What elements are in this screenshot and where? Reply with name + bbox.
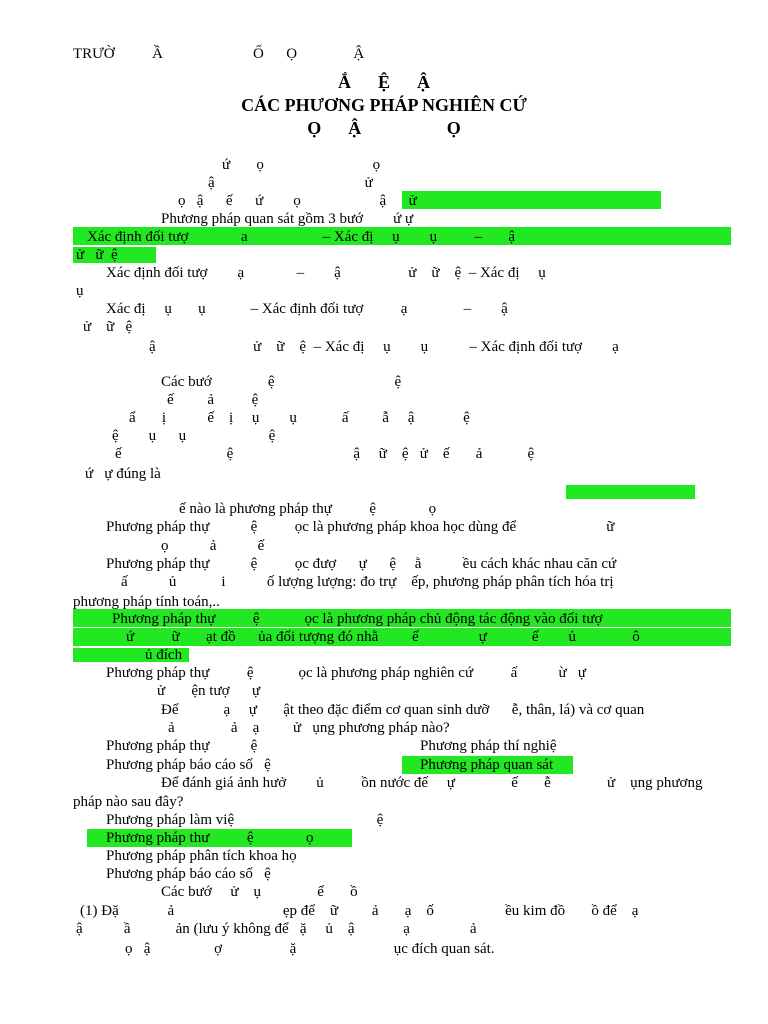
text-line: Để đánh giá ảnh hưở ủ ồn nước đế ự ế ễ ử ụng phương — [161, 775, 703, 791]
text-line: Xác đị ụ ụ – Xác định đối tượ ạ – ậ — [106, 301, 508, 317]
option-c: Phương pháp phân tích khoa họ — [106, 848, 297, 864]
text-line: ậ ầ ản (lưu ý không để ặ ủ ậ ạ ả — [76, 921, 477, 937]
option-c: Phương pháp báo cáo số ệ — [106, 757, 271, 773]
school-header: TRƯỜ Ầ Ố Ọ Ậ — [73, 46, 365, 62]
highlight-bar — [402, 191, 661, 209]
text-line: ử ữ ệ — [83, 319, 133, 335]
title-line-3: Ọ Ậ Ọ — [307, 118, 461, 138]
text-line: Để ạ ự ật theo đặc điểm cơ quan sinh dưỡ ễ, thân, lá) và cơ quan — [161, 702, 645, 718]
document-title: CÁC PHƯƠNG PHÁP NGHIÊN CỨ — [241, 95, 527, 115]
text-line: ế ệ ậ ữ ệ ử ế ả ệ — [115, 446, 535, 462]
text-line: ọ ậ ế ứ ọ ậ ử — [178, 193, 417, 209]
text-line: ẩ ị ế ị ụ ụ ấ ẫ ậ ệ — [129, 410, 470, 426]
text-line: phương pháp tính toán,.. — [73, 594, 220, 610]
text-line: Phương pháp thự ệ ọc đượ ự ệ ằ ều cách khác nhau căn cứ — [106, 556, 617, 572]
text-line: ứ ự đúng là — [85, 466, 161, 482]
text-line: ế ả ệ — [167, 392, 259, 408]
text-line: ệ ụ ụ ệ — [112, 428, 276, 444]
text-line: ứ ữ ạt đồ ủa đối tượng đó nhằ ế ự ế ủ ô — [126, 629, 640, 645]
option-d: Phương pháp báo cáo số ệ — [106, 866, 271, 882]
option-a: Phương pháp thự ệ — [106, 738, 258, 754]
text-line: pháp nào sau đây? — [73, 794, 184, 810]
text-line: ụ — [76, 283, 84, 299]
text-line: Xác định đối tượ ạ – ậ ử ữ ệ – Xác đị ụ — [106, 265, 546, 281]
text-line: ứ ọ ọ — [222, 157, 381, 173]
text-line: (1) Đặ ả ẹp để ữ ả ạ ố ều kim đồ ồ để ạ — [80, 903, 639, 919]
option-b: Phương pháp thí nghiệ — [420, 738, 557, 754]
text-line: ọ ả ế — [161, 538, 265, 554]
text-line: ế nào là phương pháp thự ệ ọ — [179, 501, 437, 517]
option-d: Phương pháp quan sát — [420, 757, 554, 773]
text-line: Các bướ ệ ệ — [161, 374, 402, 390]
text-line: ậ ử — [208, 175, 373, 191]
text-line: Phương pháp thự ệ ọc là phương pháp khoa học dùng để ữ — [106, 519, 615, 535]
option-b: Phương pháp thư ệ ọ — [106, 830, 314, 846]
text-line: Phương pháp thự ệ ọc là phương pháp chủ động tác động vào đối tượ — [112, 611, 603, 627]
text-line: ậ ử ữ ệ – Xác đị ụ ụ – Xác định đối tượ ạ — [149, 339, 619, 355]
text-line: Phương pháp quan sát gồm 3 bướ ứ ự — [161, 211, 414, 227]
text-line: Các bướ ử ụ ể ồ — [161, 884, 358, 900]
text-line: ọ ậ ợ ặ ục đích quan sát. — [125, 941, 495, 957]
text-line: ả ả ạ ử ụng phương pháp nào? — [168, 720, 450, 736]
title-line-1: Ắ Ệ Ậ — [337, 72, 430, 92]
text-line: ủ đích — [145, 647, 183, 663]
text-line: ử ữ ệ — [76, 247, 118, 263]
option-a: Phương pháp làm việ ệ — [106, 812, 384, 828]
highlight-bar — [566, 485, 695, 499]
text-line: Xác định đối tượ a – Xác đị ụ ụ – ậ — [87, 229, 516, 245]
text-line: Phương pháp thự ệ ọc là phương pháp nghiên cứ ấ ừ ự — [106, 665, 586, 681]
text-line: ử ện tượ ự — [157, 683, 261, 699]
text-line: ấ ủ i ố lượng lượng: đo trự ếp, phương pháp phân tích hóa trị — [121, 574, 614, 590]
